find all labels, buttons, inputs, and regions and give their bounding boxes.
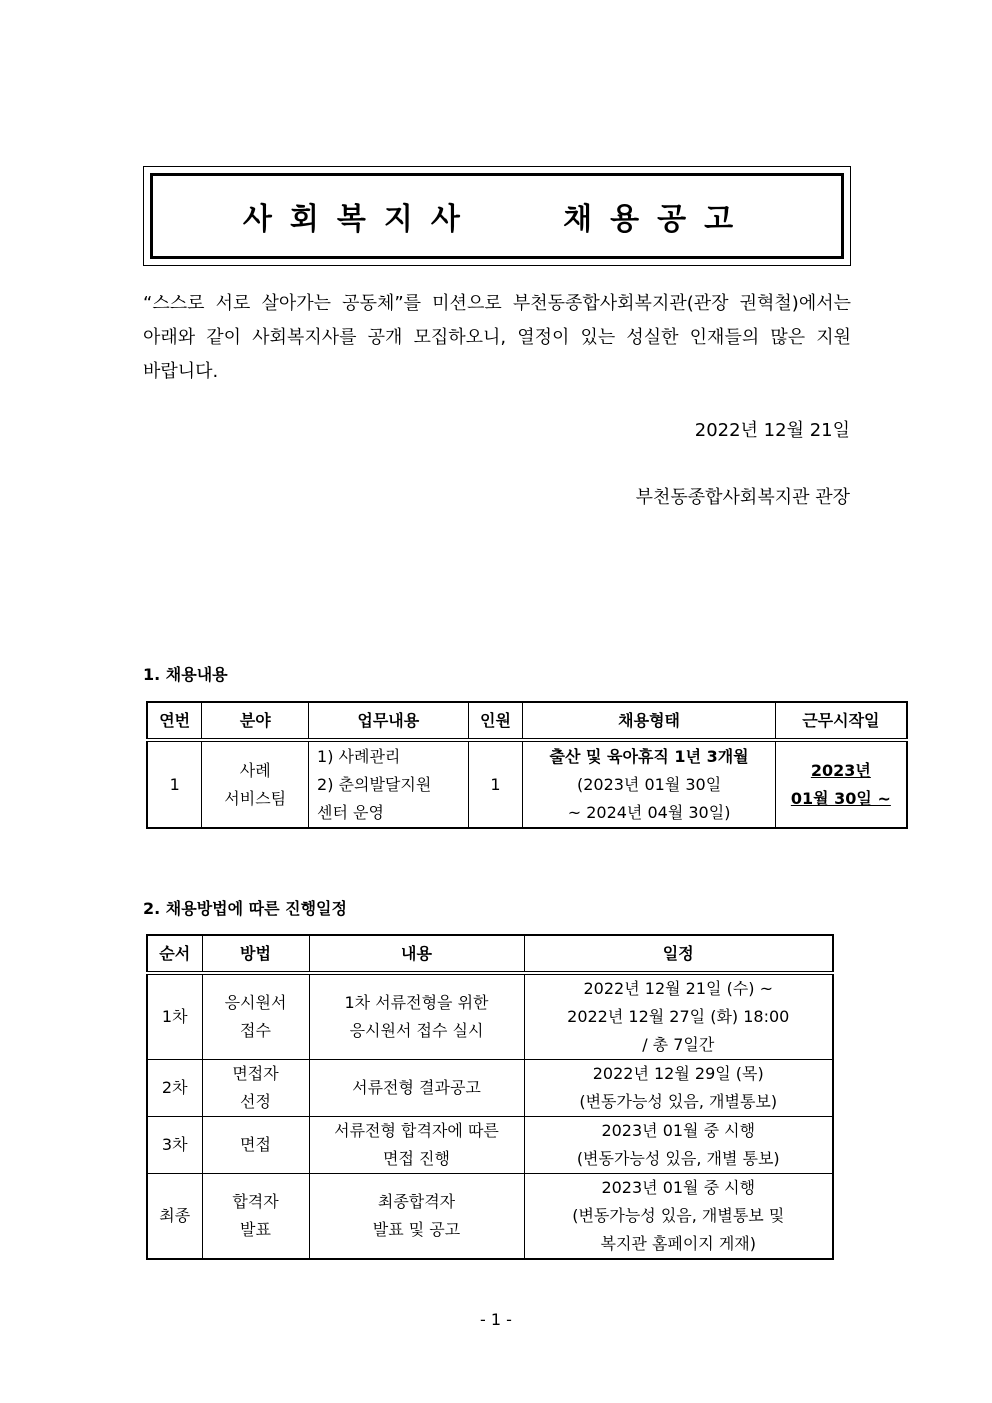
header-cell: 채용형태 <box>523 702 775 740</box>
employment-type-cell <box>523 740 775 828</box>
content-line: 서류전형 결과공고 <box>352 1078 481 1097</box>
duty-line: 센터 운영 <box>317 802 384 822</box>
schedule-line: (변동가능성 있음, 개별통보) <box>579 1092 778 1111</box>
content-line: 면접 진행 <box>383 1149 450 1168</box>
type-line: (2023년 01월 30일 <box>576 774 722 794</box>
field-line: 서비스팀 <box>224 788 287 808</box>
header-cell: 내용 <box>309 935 524 973</box>
announcement-date: 2022년 12월 21일 <box>694 420 850 441</box>
schedule-table <box>146 934 834 1260</box>
method-cell <box>202 1060 309 1117</box>
content-cell <box>309 973 524 1060</box>
table-row <box>147 740 907 828</box>
headcount-cell: 1 <box>468 740 523 828</box>
section1-heading: 1. 채용내용 <box>143 665 228 684</box>
header-cell: 근무시작일 <box>775 702 907 740</box>
method-line: 합격자 <box>232 1192 279 1211</box>
table-header-row <box>147 935 833 973</box>
section2-heading: 2. 채용방법에 따른 진행일정 <box>143 899 347 918</box>
content-line: 최종합격자 <box>377 1192 456 1211</box>
method-line: 면접 <box>240 1135 271 1154</box>
step-cell: 1차 <box>147 973 202 1060</box>
table-header-row <box>147 702 907 740</box>
step-cell: 3차 <box>147 1117 202 1174</box>
content-line: 1차 서류전형을 위한 <box>344 993 489 1012</box>
schedule-line: 2022년 12월 27일 (화) 18:00 <box>567 1007 790 1026</box>
method-line: 선정 <box>240 1092 271 1111</box>
field-line: 사례 <box>239 760 271 780</box>
header-cell: 방법 <box>202 935 309 973</box>
header-cell: 분야 <box>202 702 309 740</box>
start-line: 01월 30일 ~ <box>790 788 891 808</box>
start-date-cell <box>775 740 907 828</box>
recruitment-table <box>146 701 908 829</box>
field-cell <box>202 740 309 828</box>
schedule-line: / 총 7일간 <box>642 1035 715 1054</box>
step-cell: 2차 <box>147 1060 202 1117</box>
intro-paragraph: “스스로 서로 살아가는 공동체”를 미션으로 부천동종합사회복지관(관장 권혁철)에서는 아래와 같이 사회복지사를 공개 모집하오니, 열정이 있는 성실한 인재들의 많은 지원 바랍니다. <box>143 293 851 382</box>
content-line: 발표 및 공고 <box>372 1220 461 1239</box>
method-cell <box>202 973 309 1060</box>
table-row <box>147 1117 833 1174</box>
content-line: 서류전형 합격자에 따른 <box>334 1121 499 1140</box>
content-cell <box>309 1117 524 1174</box>
type-line: 출산 및 육아휴직 1년 3개월 <box>549 746 749 766</box>
header-cell: 연번 <box>147 702 202 740</box>
header-cell: 순서 <box>147 935 202 973</box>
organization-signature: 부천동종합사회복지관 관장 <box>635 487 850 508</box>
method-line: 접수 <box>240 1021 271 1040</box>
table-row <box>147 1060 833 1117</box>
start-line: 2023년 <box>810 760 871 780</box>
schedule-line: 복지관 홈페이지 게재) <box>600 1234 757 1253</box>
table-row <box>147 1174 833 1260</box>
type-line: ~ 2024년 04월 30일) <box>567 802 731 822</box>
method-line: 응시원서 <box>224 993 287 1012</box>
method-cell <box>202 1117 309 1174</box>
table-row <box>147 973 833 1060</box>
header-cell: 업무내용 <box>309 702 469 740</box>
schedule-line: 2022년 12월 29일 (목) <box>592 1064 764 1083</box>
schedule-line: (변동가능성 있음, 개별통보 및 <box>572 1206 785 1225</box>
row-number: 1 <box>147 740 202 828</box>
schedule-cell <box>524 1060 833 1117</box>
schedule-line: 2022년 12월 21일 (수) ~ <box>583 979 773 998</box>
schedule-line: 2023년 01월 중 시행 <box>601 1121 756 1140</box>
step-cell: 최종 <box>147 1174 202 1260</box>
duty-line: 2) 춘의발달지원 <box>317 774 432 794</box>
schedule-cell <box>524 1117 833 1174</box>
duty-cell <box>309 740 469 828</box>
schedule-cell <box>524 1174 833 1260</box>
content-cell <box>309 1060 524 1117</box>
content-line: 응시원서 접수 실시 <box>349 1021 484 1040</box>
schedule-line: 2023년 01월 중 시행 <box>601 1178 756 1197</box>
header-cell: 일정 <box>524 935 833 973</box>
schedule-line: (변동가능성 있음, 개별 통보) <box>576 1149 780 1168</box>
schedule-cell <box>524 973 833 1060</box>
page-number: - 1 - <box>480 1310 512 1329</box>
method-line: 발표 <box>240 1220 271 1239</box>
content-cell <box>309 1174 524 1260</box>
page-title: 사회복지사 채용공고 <box>242 202 752 237</box>
header-cell: 인원 <box>468 702 523 740</box>
title-box <box>143 166 851 266</box>
method-cell <box>202 1174 309 1260</box>
duty-line: 1) 사례관리 <box>317 746 401 766</box>
method-line: 면접자 <box>232 1064 279 1083</box>
title-inner-frame <box>150 173 844 259</box>
